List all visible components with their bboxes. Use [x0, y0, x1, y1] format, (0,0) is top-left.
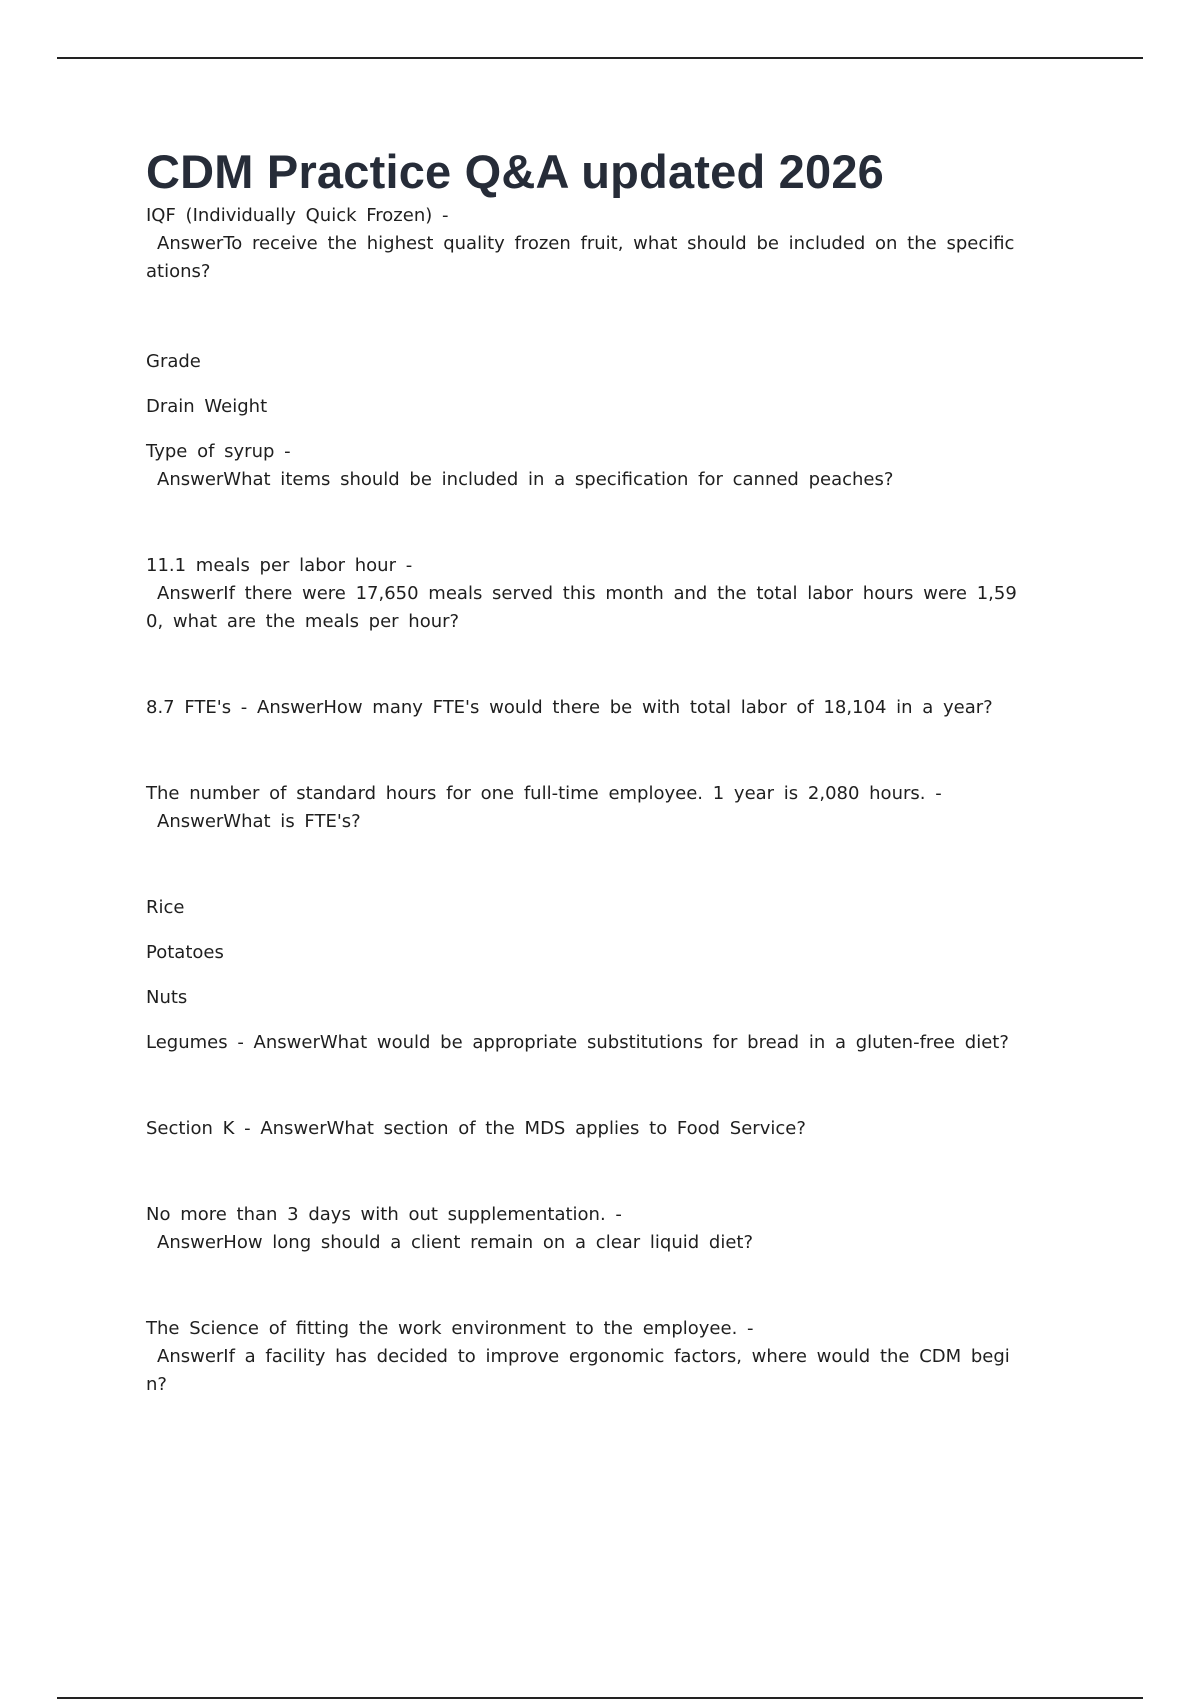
qa-8-question: AnswerHow long should a client remain on a clear liquid diet? — [157, 1232, 754, 1253]
qa-6-answer-item-rice: Rice — [146, 897, 185, 918]
qa-9-question-part-2: n? — [146, 1374, 167, 1395]
qa-6-answer-item-nuts: Nuts — [146, 987, 188, 1008]
qa-3-question-part-1: AnswerIf there were 17,650 meals served this month and the total labor hours were 1,59 — [157, 583, 1017, 604]
qa-7-answer-question: Section K - AnswerWhat section of the MDS applies to Food Service? — [146, 1118, 806, 1139]
qa-1-question-part-1: AnswerTo receive the highest quality frozen fruit, what should be included on the specific — [157, 233, 1015, 254]
qa-3-question-part-2: 0, what are the meals per hour? — [146, 611, 460, 632]
qa-5-question: AnswerWhat is FTE's? — [157, 811, 361, 832]
qa-2-answer-item-drain-weight: Drain Weight — [146, 396, 268, 417]
qa-9-question-part-1: AnswerIf a facility has decided to improve ergonomic factors, where would the CDM begi — [157, 1346, 1010, 1367]
qa-4-answer-question: 8.7 FTE's - AnswerHow many FTE's would there be with total labor of 18,104 in a year? — [146, 697, 993, 718]
qa-9-answer: The Science of fitting the work environment to the employee. - — [146, 1318, 754, 1339]
qa-1-question-part-2: ations? — [146, 261, 211, 282]
header-rule — [57, 57, 1143, 59]
qa-8-answer: No more than 3 days with out supplementation. - — [146, 1204, 622, 1225]
document-body — [146, 142, 1056, 1399]
qa-2-question: AnswerWhat items should be included in a specification for canned peaches? — [157, 469, 894, 490]
qa-3-answer: 11.1 meals per labor hour - — [146, 555, 413, 576]
qa-2-answer-item-syrup: Type of syrup - — [146, 441, 291, 462]
qa-5-answer: The number of standard hours for one full-time employee. 1 year is 2,080 hours. - — [146, 783, 942, 804]
qa-6-answer-item-legumes: Legumes - AnswerWhat would be appropriate substitutions for bread in a gluten-free diet? — [146, 1032, 1009, 1053]
document-title: CDM Practice Q&A updated 2026 — [146, 145, 884, 198]
qa-2-answer-item-grade: Grade — [146, 351, 201, 372]
qa-6-answer-item-potatoes: Potatoes — [146, 942, 224, 963]
qa-1-answer: IQF (Individually Quick Frozen) - — [146, 205, 449, 226]
footer-rule — [57, 1697, 1143, 1699]
